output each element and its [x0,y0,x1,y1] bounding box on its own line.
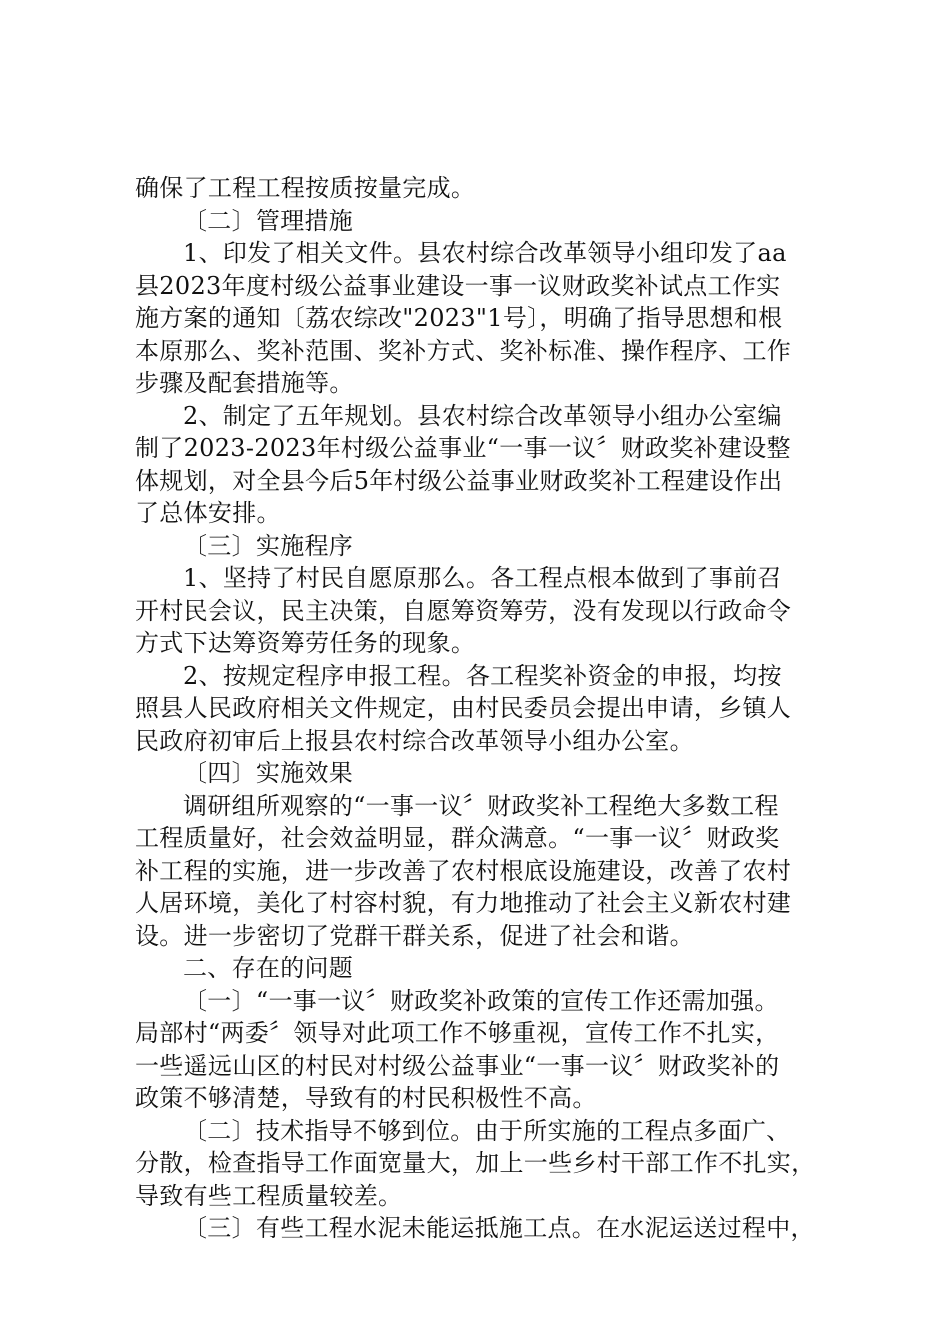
text-line: 〔二〕技术指导不够到位。由于所实施的工程点多面广、 [183,1116,791,1145]
text-line: 了总体安排。 [135,499,281,527]
text-line: 确保了工程工程按质按量完成。 [135,174,476,202]
text-line: 1、印发了相关文件。县农村综合改革领导小组印发了aa [183,239,787,267]
text-line: 〔四〕实施效果 [183,759,354,787]
text-line: 一些遥远山区的村民对村级公益事业“一事一议〞财政奖补的 [135,1051,780,1080]
text-line: 县2023年度村级公益事业建设一事一议财政奖补试点工作实 [135,271,781,300]
text-line: 步骤及配套措施等。 [135,369,354,397]
text-line: 本原那么、奖补范围、奖补方式、奖补标准、操作程序、工作 [135,336,792,365]
text-line: 导致有些工程质量较差。 [135,1181,403,1210]
text-line: 体规划，对全县今后5年村级公益事业财政奖补工程建设作出 [135,466,783,495]
text-line: 〔三〕实施程序 [183,531,354,560]
text-line: 〔三〕有些工程水泥未能运抵施工点。在水泥运送过程中， [183,1214,815,1242]
text-line: 设。进一步密切了党群干群关系，促进了社会和谐。 [135,921,694,950]
text-line: 开村民会议，民主决策，自愿筹资筹劳，没有发现以行政命令 [135,596,792,625]
text-line: 政策不够清楚，导致有的村民积极性不高。 [135,1084,597,1112]
text-line: 民政府初审后上报县农村综合改革领导小组办公室。 [135,726,694,755]
text-line: 2、制定了五年规划。县农村综合改革领导小组办公室编 [183,401,782,430]
text-line: 二、存在的问题 [183,954,354,982]
text-line: 工程质量好，社会效益明显，群众满意。“一事一议〞财政奖 [135,824,780,852]
text-line: 制了2023-2023年村级公益事业“一事一议〞财政奖补建设整 [135,434,791,462]
document-body [135,172,825,1245]
text-line: 施方案的通知〔荔农综改"2023"1号〕，明确了指导思想和根 [135,304,783,332]
text-line: 〔二〕管理措施 [183,206,354,235]
text-line: 人居环境，美化了村容村貌，有力地推动了社会主义新农村建 [135,889,792,917]
text-line: 局部村“两委〞领导对此项工作不够重视，宣传工作不扎实， [135,1019,780,1047]
text-line: 分散，检查指导工作面宽量大，加上一些乡村干部工作不扎实， [135,1149,816,1177]
text-line: 照县人民政府相关文件规定，由村民委员会提出申请，乡镇人 [135,694,792,722]
text-line: 2、按规定程序申报工程。各工程奖补资金的申报，均按 [183,661,782,690]
text-line: 补工程的实施，进一步改善了农村根底设施建设，改善了农村 [135,856,792,885]
text-line: 1、坚持了村民自愿原那么。各工程点根本做到了事前召 [183,564,782,592]
text-line: 方式下达筹资筹劳任务的现象。 [135,629,476,657]
text-line: 〔一〕“一事一议〞财政奖补政策的宣传工作还需加强。 [183,986,779,1015]
text-line: 调研组所观察的“一事一议〞财政奖补工程绝大多数工程 [183,791,779,820]
